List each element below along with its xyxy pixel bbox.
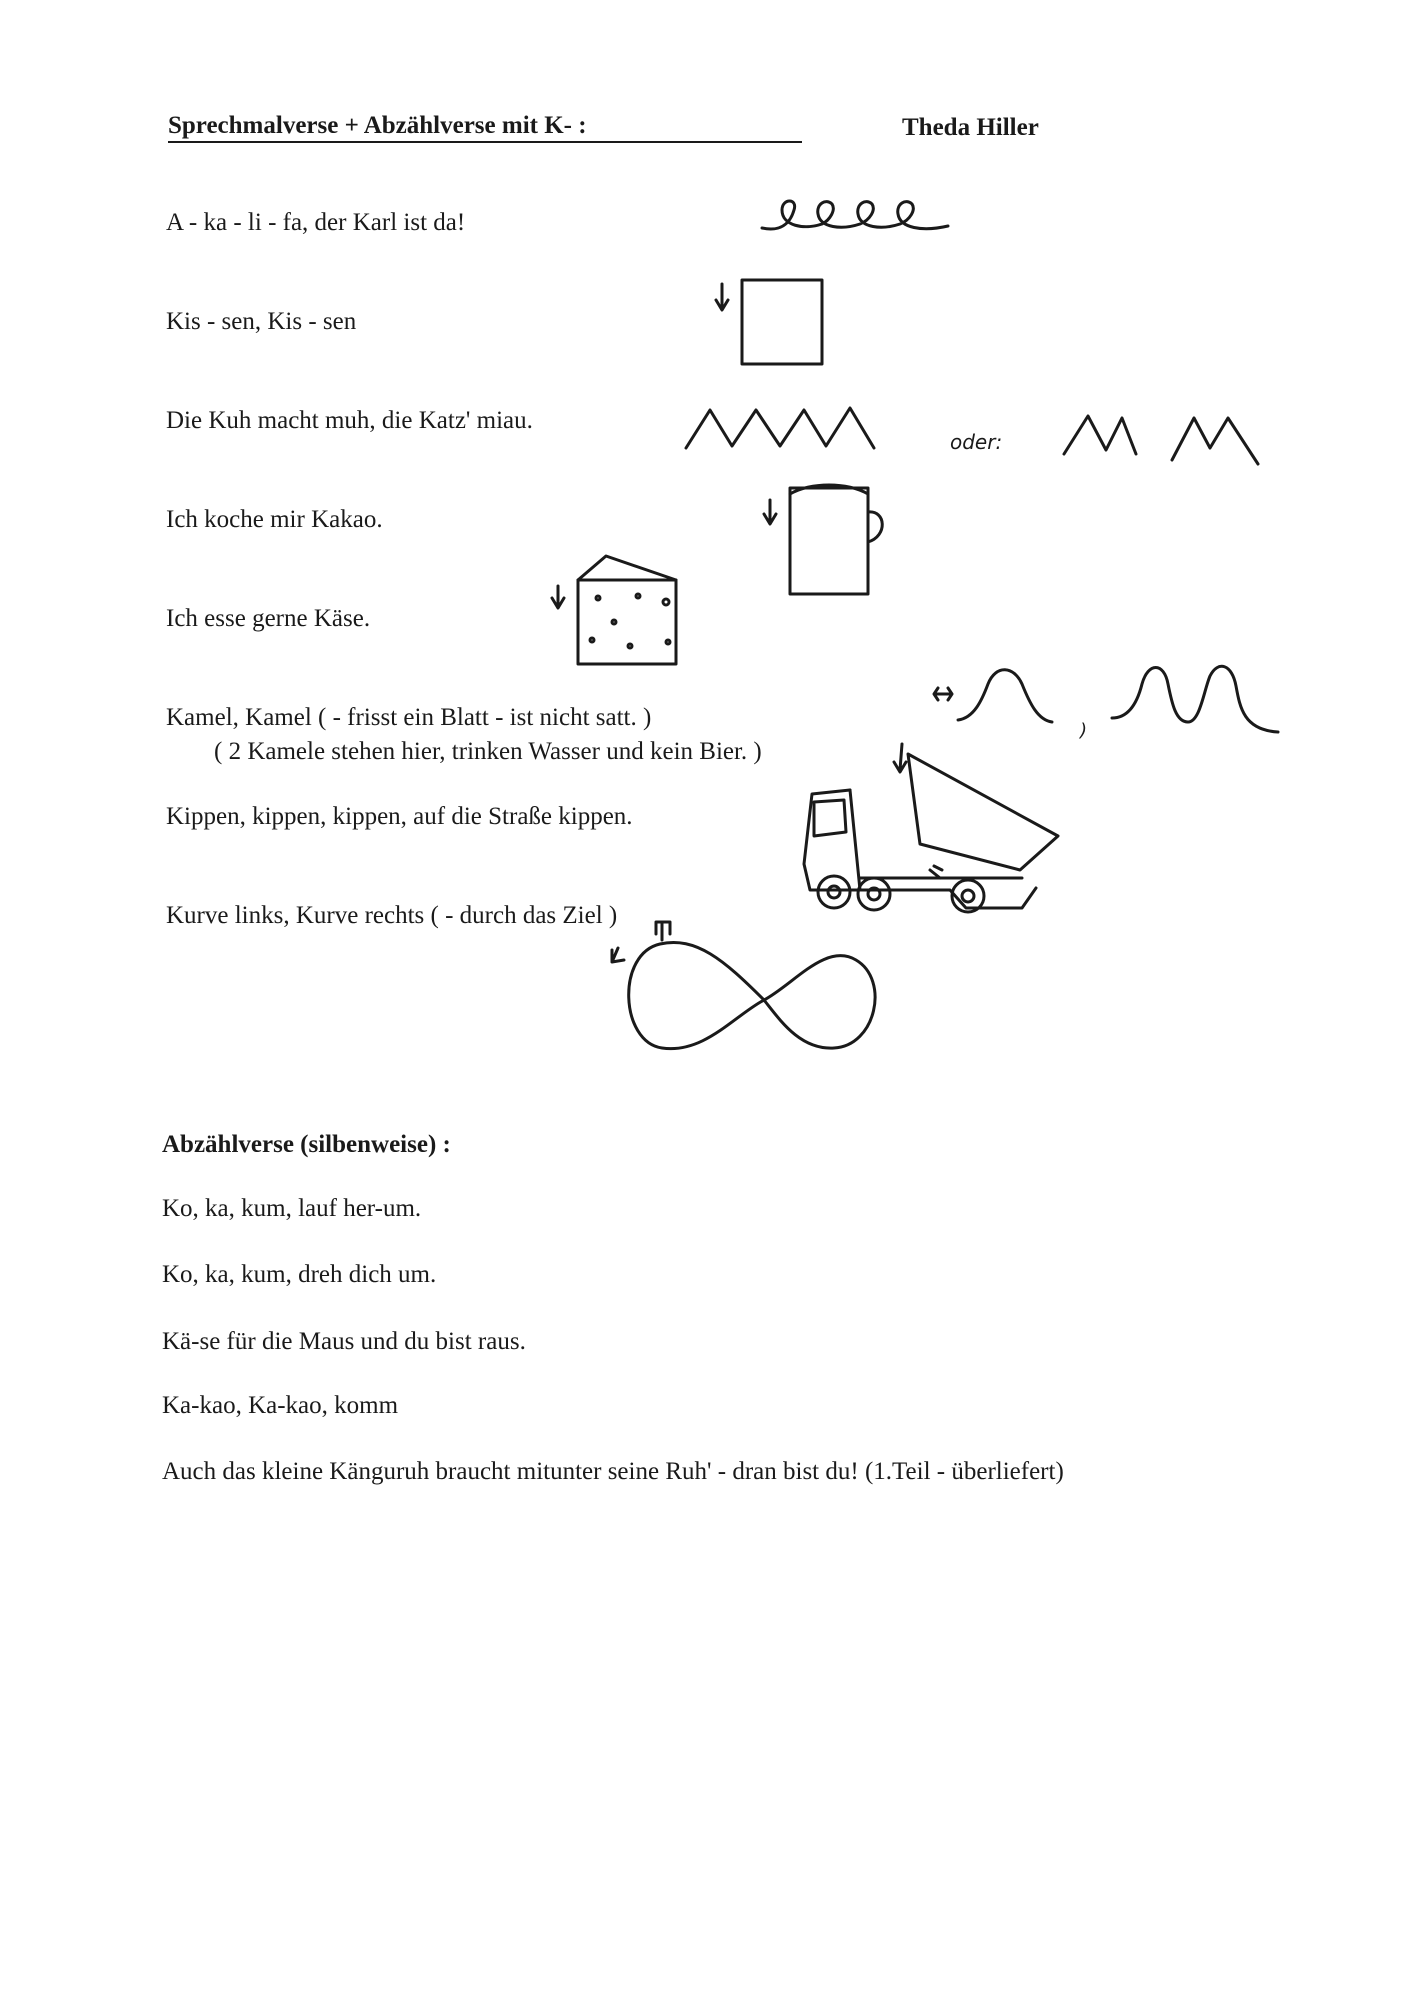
paren-label: ): [1080, 720, 1088, 741]
double-hump-icon: [1110, 660, 1282, 740]
counting-line-2: Ko, ka, kum, dreh dich um.: [162, 1261, 437, 1288]
cheese-icon: [548, 550, 688, 670]
zigzag-icon: [684, 402, 894, 452]
verse-2: Kis - sen, Kis - sen: [166, 308, 357, 335]
page-title: Sprechmalverse + Abzählverse mit K- :: [168, 112, 802, 143]
counting-line-1: Ko, ka, kum, lauf her-um.: [162, 1195, 422, 1222]
counting-line-3: Kä-se für die Maus und du bist raus.: [162, 1328, 526, 1355]
counting-line-5: Auch das kleine Känguruh braucht mitunter seine Ruh' - dran bist du! (1.Teil - überliefert): [162, 1458, 1064, 1485]
verse-5: Ich esse gerne Käse.: [166, 605, 371, 632]
figure-eight-icon: [604, 920, 884, 1070]
verse-3: Die Kuh macht muh, die Katz' miau.: [166, 407, 533, 434]
verse-6-continued: ( 2 Kamele stehen hier, trinken Wasser und kein Bier. ): [214, 738, 762, 765]
verse-4: Ich koche mir Kakao.: [166, 506, 383, 533]
mug-icon: [760, 480, 890, 600]
camel-hump-icon: [934, 660, 1074, 730]
verse-7: Kippen, kippen, kippen, auf die Straße kippen.: [166, 803, 633, 830]
dump-truck-icon: [790, 740, 1060, 920]
counting-line-4: Ka-kao, Ka-kao, komm: [162, 1392, 399, 1419]
verse-6: Kamel, Kamel ( - frisst ein Blatt - ist nicht satt. ): [166, 704, 652, 731]
verse-1: A - ka - li - fa, der Karl ist da!: [166, 209, 466, 236]
verse-8: Kurve links, Kurve rechts ( - durch das Ziel ): [166, 902, 618, 929]
loop-line-icon: [760, 196, 980, 246]
m-zigzag-icon: [1062, 408, 1268, 468]
counting-heading: Abzählverse (silbenweise) :: [162, 1131, 451, 1158]
square-icon: [712, 280, 832, 370]
author-name: Theda Hiller: [902, 114, 1039, 141]
oder-label: oder:: [950, 430, 1003, 454]
